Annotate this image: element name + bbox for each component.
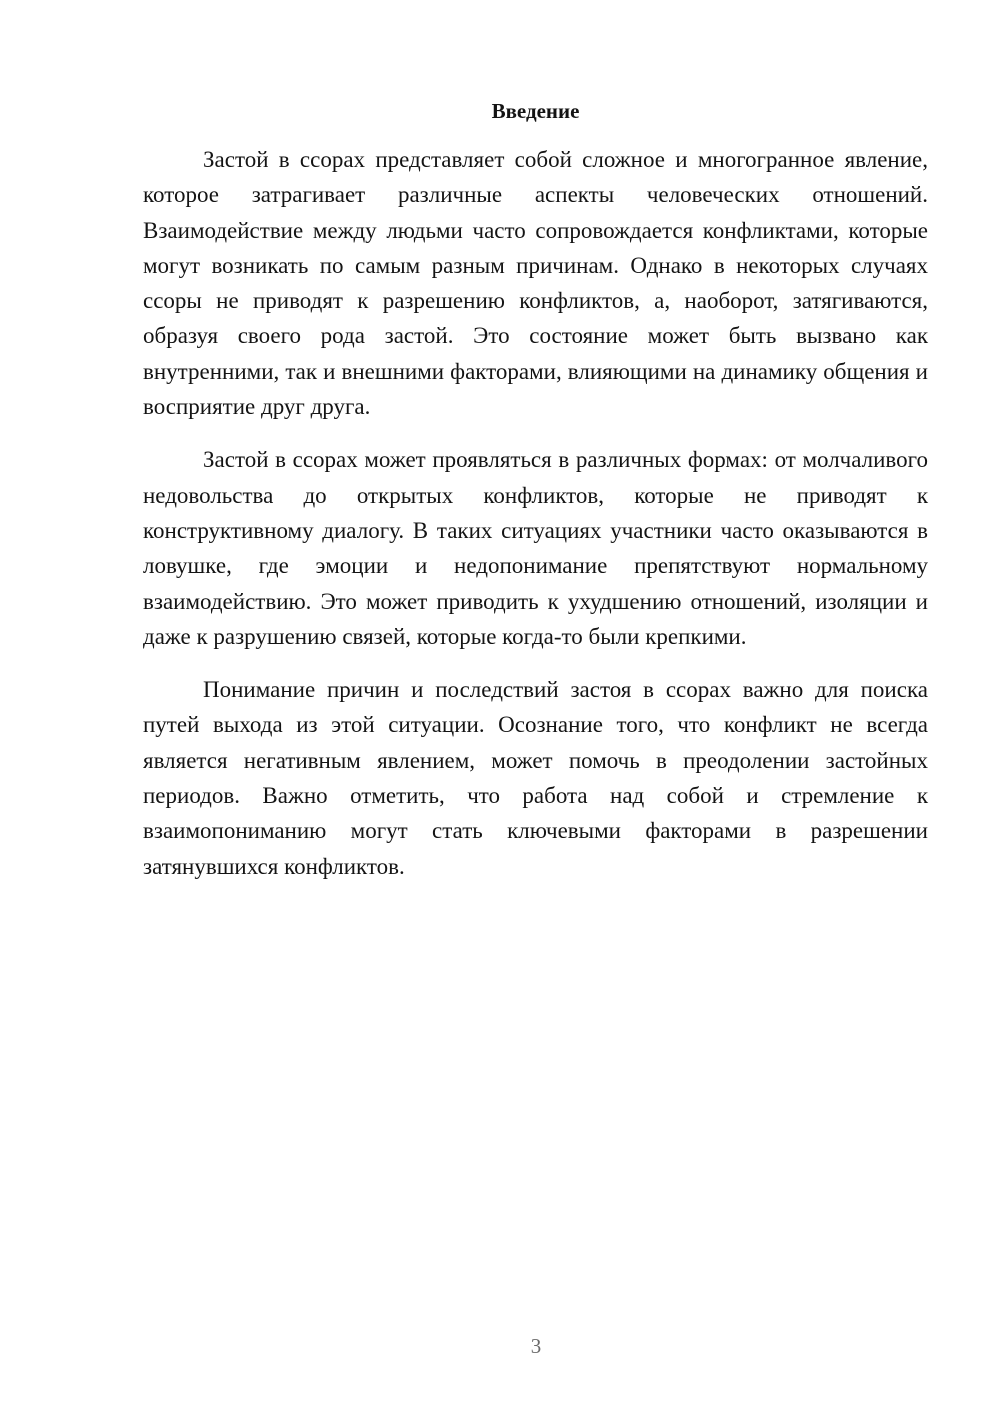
paragraph-2: Застой в ссорах может проявляться в различных формах: от молчаливого недовольства до открытых конфликтов, которые не приводят к конструктивному диалогу. В таких ситуациях участники часто оказываются в ловушке, где эмоции и недопонимание препятствуют нормальному взаимодействию. Это может приводить к ухудшению отношений, изоляции и даже к разрушению связей, которые когда-то были крепкими. [143,447,928,649]
body-text [143,142,928,884]
paragraph-3: Понимание причин и последствий застоя в ссорах важно для поиска путей выхода из этой ситуации. Осознание того, что конфликт не всегда является негативным явлением, может помочь в преодолении застойных периодов. Важно отметить, что работа над собой и стремление к взаимопониманию могут стать ключевыми факторами в разрешении затянувшихся конфликтов. [143,677,928,879]
page-number: 3 [530,1334,542,1358]
paragraph-1: Застой в ссорах представляет собой сложное и многогранное явление, которое затрагивает различные аспекты человеческих отношений. Взаимодействие между людьми часто сопровождается конфликтами, которые могут возникать по самым разным причинам. Однако в некоторых случаях ссоры не приводят к разрешению конфликтов, а, наоборот, затягиваются, образуя своего рода застой. Это состояние может быть вызвано как внутренними, так и внешними факторами, влияющими на динамику общения и восприятие друг друга. [143,147,928,420]
section-heading: Введение [491,99,580,123]
